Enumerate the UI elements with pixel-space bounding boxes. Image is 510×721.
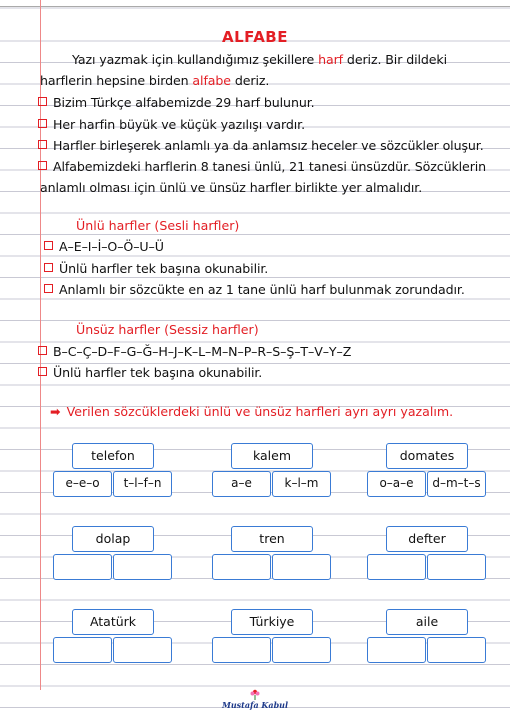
fact-item xyxy=(40,138,484,153)
consonants-answer-box[interactable] xyxy=(272,637,331,663)
vowels-answer-box[interactable] xyxy=(212,554,271,580)
word-box: tren xyxy=(231,526,313,552)
vowels-answer-box[interactable] xyxy=(53,637,112,663)
checkbox-bullet-icon xyxy=(44,241,53,250)
consonants-heading: Ünsüz harfler (Sessiz harfler) xyxy=(76,322,259,337)
consonants-letters: B–C–Ç–D–F–G–Ğ–H–J–K–L–M–N–P–R–S–Ş–T–V–Y–Z xyxy=(53,344,352,359)
fact-item xyxy=(40,159,486,174)
checkbox-bullet-icon xyxy=(38,161,47,170)
intro-line-1 xyxy=(72,52,447,67)
vowels-answer-box[interactable] xyxy=(53,554,112,580)
page-title: ALFABE xyxy=(222,28,288,46)
consonants-answer-box[interactable]: d–m–t–s xyxy=(427,471,486,497)
fact-text: Alfabemizdeki harflerin 8 tanesi ünlü, 21 tanesi ünsüzdür. Sözcüklerin xyxy=(53,159,487,174)
consonants-answer-box[interactable] xyxy=(113,554,172,580)
fact-item xyxy=(40,117,305,132)
word-box: defter xyxy=(386,526,468,552)
checkbox-bullet-icon xyxy=(44,263,53,272)
vowels-letters: A–E–I–İ–O–Ö–U–Ü xyxy=(59,239,164,254)
flower-icon xyxy=(248,688,262,700)
vowel-rule-text: Ünlü harfler tek başına okunabilir. xyxy=(59,261,269,276)
fact-text: Harfler birleşerek anlamlı ya da anlamsız heceler ve sözcükler oluşur. xyxy=(53,138,484,153)
checkbox-bullet-icon xyxy=(38,140,47,149)
vowels-answer-box[interactable]: a–e xyxy=(212,471,271,497)
vowel-rule xyxy=(46,261,268,276)
consonants-answer-box[interactable] xyxy=(427,637,486,663)
top-border xyxy=(0,6,510,7)
word-box: dolap xyxy=(72,526,154,552)
word-box: kalem xyxy=(231,443,313,469)
checkbox-bullet-icon xyxy=(44,284,53,293)
intro-text: harflerin hepsine birden xyxy=(40,73,193,88)
fact-item xyxy=(40,95,315,110)
vowel-rule-text: Anlamlı bir sözcükte en az 1 tane ünlü harf bulunmak zorundadır. xyxy=(59,282,465,297)
consonants-answer-box[interactable] xyxy=(272,554,331,580)
vowels-answer-box[interactable]: o–a–e xyxy=(367,471,426,497)
arrow-right-icon: ➡ xyxy=(50,404,61,419)
instruction-text: Verilen sözcüklerdeki ünlü ve ünsüz harfleri ayrı ayrı yazalım. xyxy=(66,404,454,419)
word-box: domates xyxy=(386,443,468,469)
author-logo xyxy=(215,688,295,714)
word-box: Atatürk xyxy=(72,609,154,635)
intro-line-2 xyxy=(40,73,269,88)
vowels-letters-row xyxy=(46,239,164,254)
vowel-rule xyxy=(46,282,465,297)
keyword-alfabe: alfabe xyxy=(192,73,231,88)
word-box: Türkiye xyxy=(231,609,313,635)
fact-text: Her harfin büyük ve küçük yazılışı vardır. xyxy=(53,117,305,132)
consonant-rule xyxy=(40,365,262,380)
author-signature: Mustafa Kabul xyxy=(221,700,289,710)
fact-text: Bizim Türkçe alfabemizde 29 harf bulunur. xyxy=(53,95,315,110)
word-box: aile xyxy=(386,609,468,635)
fact-continuation xyxy=(40,180,422,195)
consonant-rule-text: Ünlü harfler tek başına okunabilir. xyxy=(53,365,263,380)
fact-text: anlamlı olması için ünlü ve ünsüz harfler birlikte yer almalıdır. xyxy=(40,180,423,195)
checkbox-bullet-icon xyxy=(38,97,47,106)
word-box: telefon xyxy=(72,443,154,469)
intro-text: deriz. xyxy=(230,73,270,88)
consonants-answer-box[interactable] xyxy=(113,637,172,663)
checkbox-bullet-icon xyxy=(38,367,47,376)
checkbox-bullet-icon xyxy=(38,346,47,355)
vowels-heading: Ünlü harfler (Sesli harfler) xyxy=(76,218,240,233)
exercise-instruction xyxy=(50,404,453,419)
keyword-harf: harf xyxy=(318,52,344,67)
vowels-answer-box[interactable] xyxy=(212,637,271,663)
checkbox-bullet-icon xyxy=(38,119,47,128)
consonants-answer-box[interactable]: k–l–m xyxy=(272,471,331,497)
consonants-letters-row xyxy=(40,344,351,359)
intro-text: deriz. Bir dildeki xyxy=(343,52,448,67)
vowels-answer-box[interactable]: e–e–o xyxy=(53,471,112,497)
vowels-answer-box[interactable] xyxy=(367,554,426,580)
vowels-answer-box[interactable] xyxy=(367,637,426,663)
intro-text: Yazı yazmak için kullandığımız şekillere xyxy=(72,52,319,67)
consonants-answer-box[interactable] xyxy=(427,554,486,580)
consonants-answer-box[interactable]: t–l–f–n xyxy=(113,471,172,497)
